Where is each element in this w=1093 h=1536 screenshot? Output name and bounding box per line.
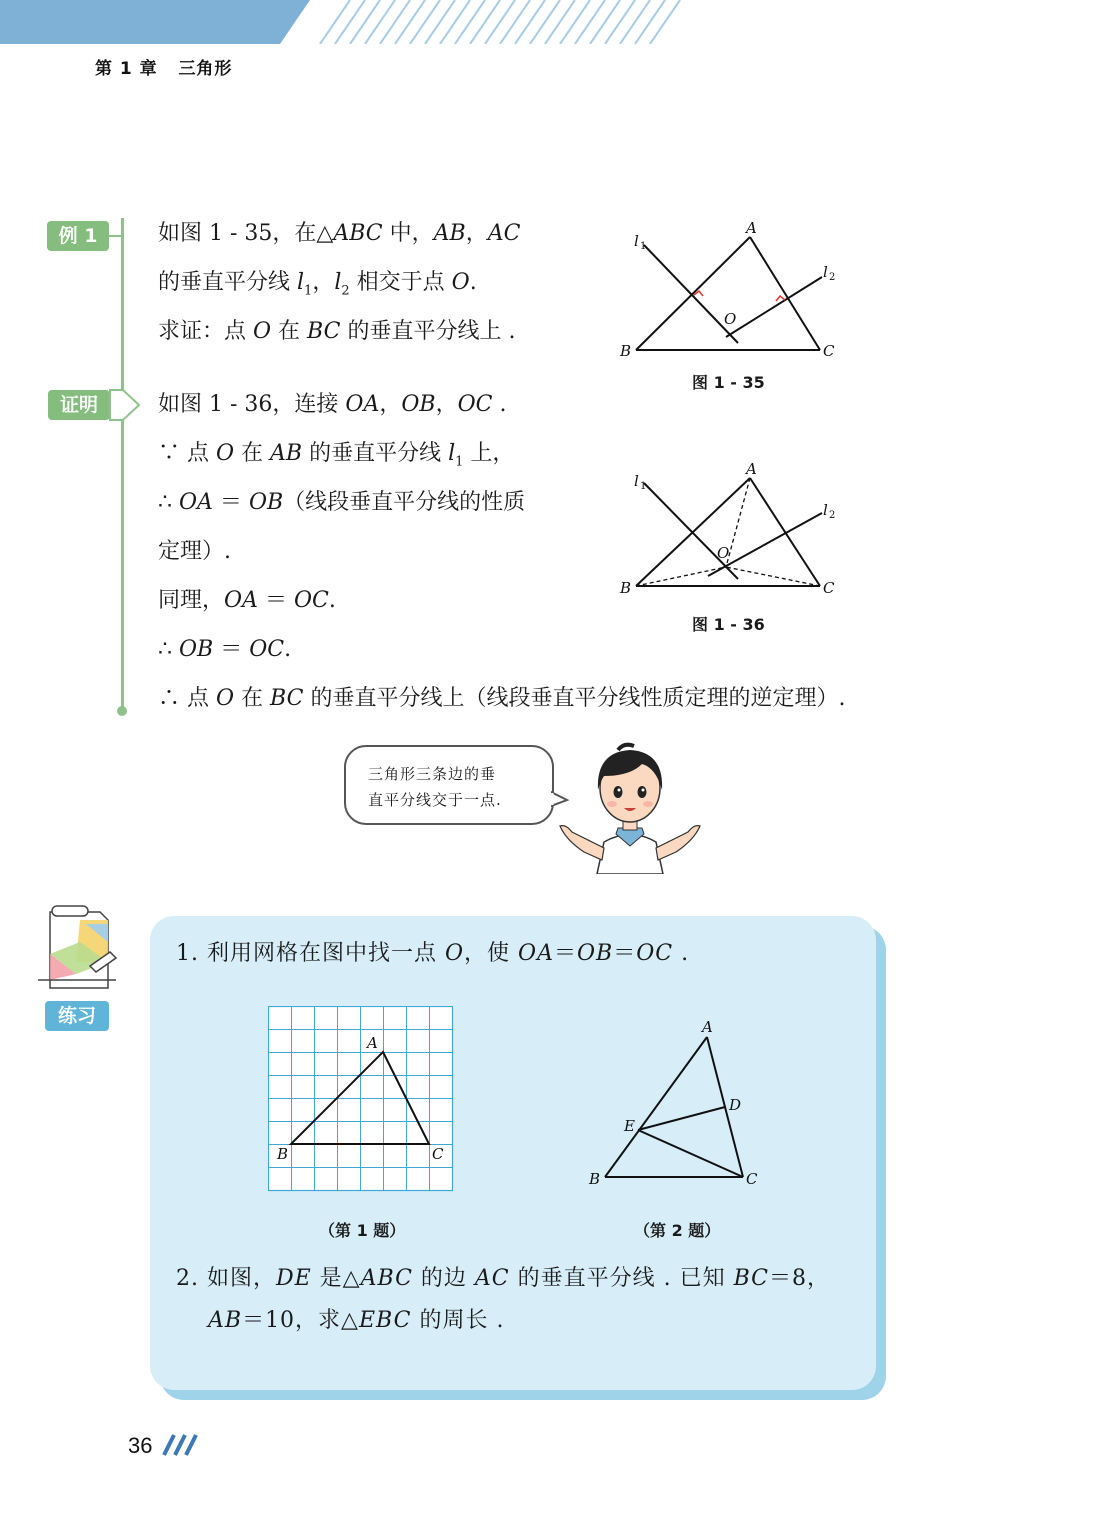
fig36-label-l1-sub: 1 (640, 481, 647, 492)
chapter-heading (95, 54, 232, 79)
fig36-label-c: C (823, 579, 835, 597)
proof-line-2: ∵ 点 O 在 AB 的垂直平分线 $l_1$ 上， (158, 441, 515, 470)
q2-label-a: A (702, 1018, 713, 1036)
page-slashes-icon (162, 1433, 198, 1457)
question-2-line-2: AB＝10，求△EBC 的周长 . (208, 1308, 505, 1333)
chapter-title: 三角形 (178, 59, 233, 79)
q1-label-c: C (432, 1145, 444, 1163)
section-rail (121, 218, 124, 712)
fig36-label-b: B (620, 579, 632, 597)
fig36-label-a: A (746, 460, 757, 478)
proof-line-1: 如图 1 - 36，连接 OA，OB，OC . (158, 392, 507, 417)
proof-line-6: ∴ OB ＝ OC. (158, 637, 292, 662)
speech-line-1: 三角形三条边的垂 (368, 765, 497, 783)
example-line-3: 求证：点 O 在 BC 的垂直平分线上 . (158, 319, 516, 344)
proof-line-3: ∴ OA ＝ OB（线段垂直平分线的性质 (158, 490, 526, 515)
q2-label-c: C (746, 1170, 758, 1188)
practice-tag: 练习 (45, 1001, 109, 1031)
fig35-label-l2-sub: 2 (829, 272, 836, 283)
q1-label-b: B (277, 1145, 289, 1163)
proof-line-7: ∴ 点 O 在 BC 的垂直平分线上（线段垂直平分线性质定理的逆定理）. (158, 686, 846, 711)
fig35-caption: 图 1 - 35 (692, 373, 765, 392)
proof-line-5: 同理，OA ＝ OC. (158, 588, 336, 613)
q2-caption: （第 2 题） (634, 1221, 721, 1240)
example-line-2: 的垂直平分线 $l_1$，$l_2$ 相交于点 O. (158, 270, 477, 299)
speech-bubble (344, 745, 554, 825)
practice-notebook-icon (36, 902, 120, 994)
proof-line-4: 定理）. (158, 539, 231, 564)
q1-label-a: A (367, 1034, 378, 1052)
fig35-label-a: A (746, 219, 757, 237)
example-tag-connector (109, 235, 123, 237)
example-line-1: 如图 1 - 35，在△ABC 中，AB，AC (158, 221, 521, 246)
fig36-label-l1: l (634, 472, 639, 490)
q2-label-d: D (729, 1096, 742, 1114)
header-banner (0, 0, 1093, 44)
proof-tag: 证明 (48, 390, 110, 420)
section-rail-end (117, 706, 127, 716)
fig35-label-c: C (823, 342, 835, 360)
fig36-label-o: O (717, 544, 730, 562)
speech-line-2: 直平分线交于一点. (368, 791, 502, 809)
question-1: 1. 利用网格在图中找一点 O，使 OA＝OB＝OC . (176, 941, 690, 966)
fig36-caption: 图 1 - 36 (692, 615, 765, 634)
fig35-label-l2: l (823, 263, 828, 281)
figure-1-36 (610, 455, 860, 615)
chapter-number: 第 1 章 (95, 59, 158, 79)
fig35-label-l1-sub: 1 (640, 241, 647, 252)
fig36-label-l2-sub: 2 (829, 510, 836, 521)
q1-caption: （第 1 题） (319, 1221, 406, 1240)
girl-illustration-icon (552, 742, 702, 874)
page-number: 36 (128, 1433, 153, 1458)
q2-label-e: E (624, 1117, 635, 1135)
example-tag: 例 1 (47, 221, 109, 251)
q2-label-b: B (589, 1170, 601, 1188)
proof-tag-arrow (109, 389, 141, 421)
figure-1-35 (610, 215, 860, 375)
q2-triangle-figure (585, 1015, 765, 1195)
question-2-line-1: 2. 如图，DE 是△ABC 的边 AC 的垂直平分线 . 已知 BC＝8， (176, 1266, 831, 1291)
fig36-label-l2: l (823, 501, 828, 519)
q1-grid-figure (268, 1006, 454, 1192)
fig35-label-o: O (724, 310, 737, 328)
fig35-label-l1: l (634, 232, 639, 250)
fig35-label-b: B (620, 342, 632, 360)
